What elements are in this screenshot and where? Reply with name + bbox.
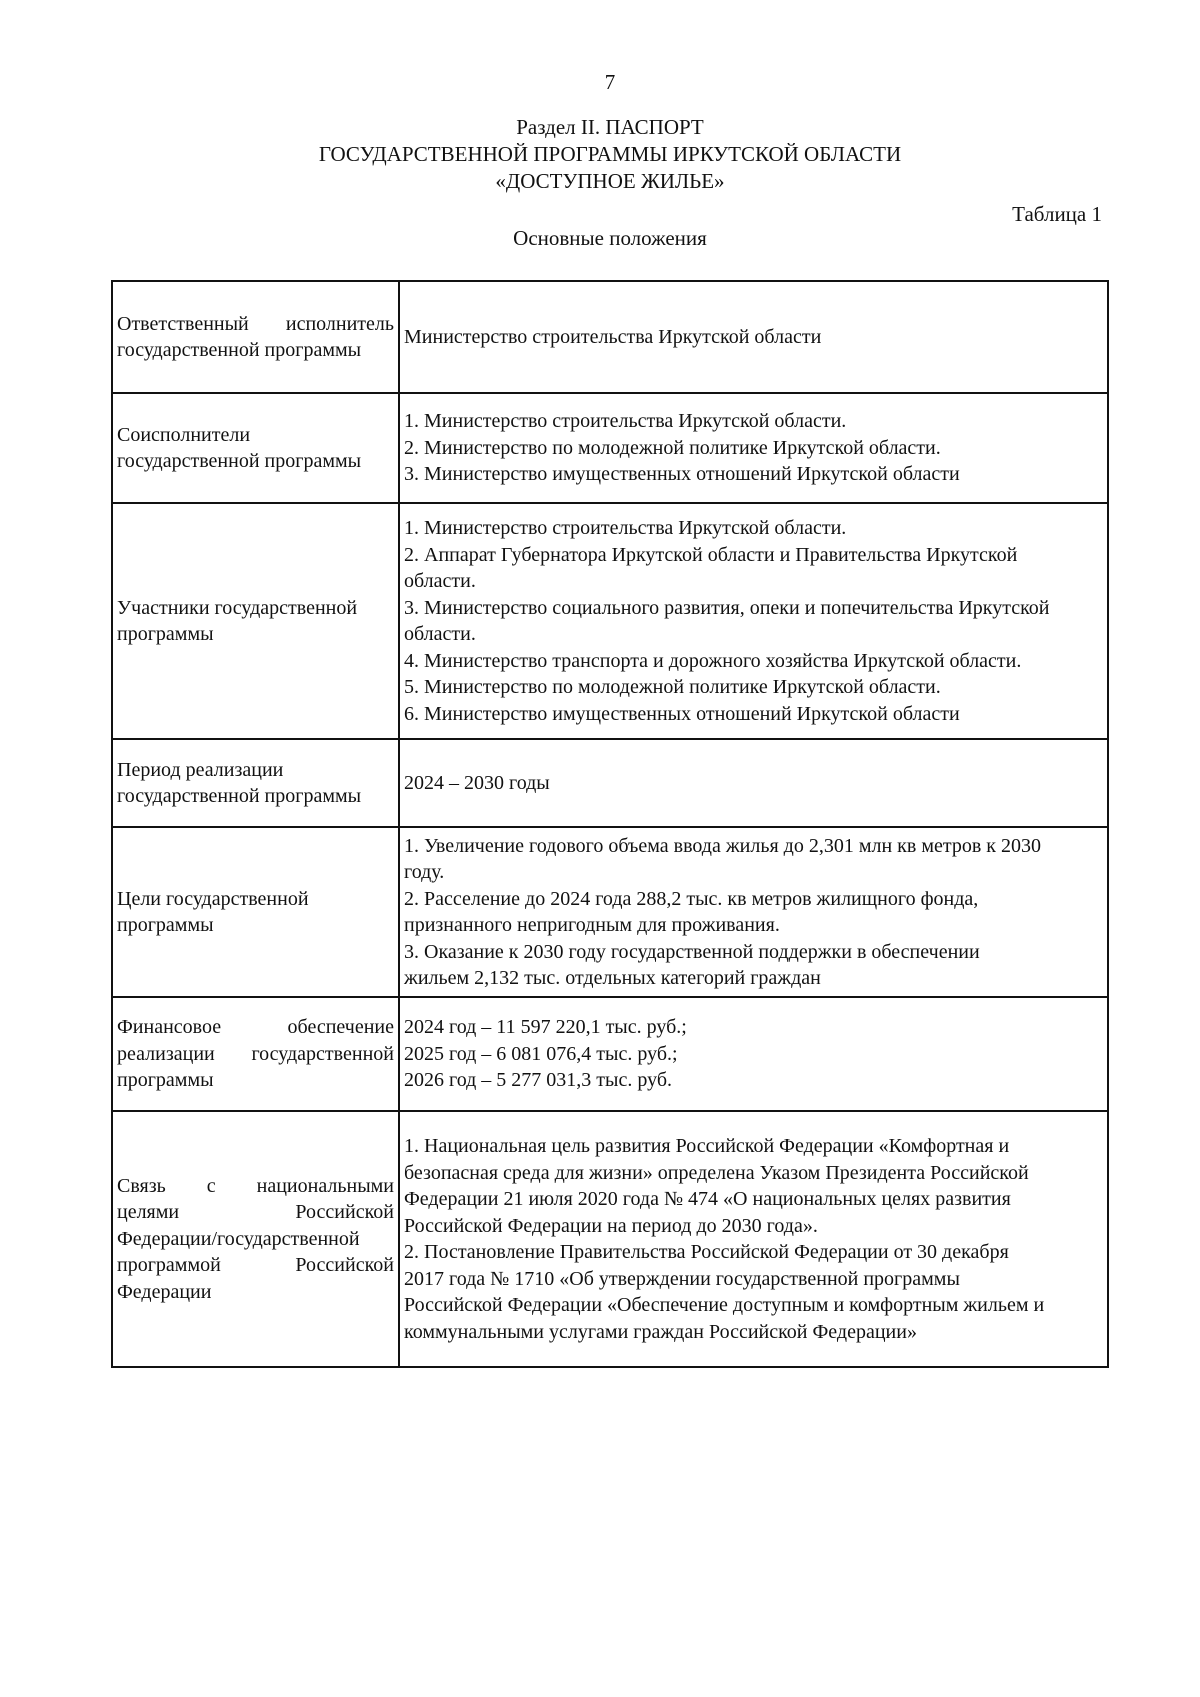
value-line: 2017 года № 1710 «Об утверждении государственной программы xyxy=(404,1267,960,1290)
value-line: Министерство строительства Иркутской области xyxy=(404,325,822,348)
label-line: целями Российской xyxy=(117,1201,394,1224)
value-cell xyxy=(399,827,1108,997)
value-line: 1. Министерство строительства Иркутской области. xyxy=(404,517,847,539)
label-cell xyxy=(112,393,399,503)
label-line: Соисполнители xyxy=(117,423,251,446)
label-line: Участники государственной xyxy=(117,596,358,619)
value-line: 1. Национальная цель развития Российской Федерации «Комфортная и xyxy=(404,1135,1010,1157)
table-row-financing xyxy=(112,997,1108,1111)
value-line: жильем 2,132 тыс. отдельных категорий граждан xyxy=(404,967,821,989)
label-line: Федерации/государственной xyxy=(117,1227,360,1250)
section-heading xyxy=(0,114,1200,195)
heading-line-1: Раздел II. ПАСПОРТ xyxy=(516,115,704,139)
value-line: 1. Министерство строительства Иркутской области. xyxy=(404,410,847,433)
label-cell xyxy=(112,1111,399,1367)
value-line: области. xyxy=(404,570,476,592)
label-line: Финансовое обеспечение xyxy=(117,1016,394,1039)
label-line: программы xyxy=(117,1069,214,1092)
table-row-implementation-period xyxy=(112,739,1108,827)
value-cell xyxy=(399,739,1108,827)
value-line: области. xyxy=(404,623,476,645)
heading-line-3: «ДОСТУПНОЕ ЖИЛЬЕ» xyxy=(495,169,725,193)
table-row-national-goals-link xyxy=(112,1111,1108,1367)
value-line: коммунальными услугами граждан Российской Федерации» xyxy=(404,1320,917,1343)
value-line: году. xyxy=(404,861,445,883)
value-line: 3. Оказание к 2030 году государственной поддержки в обеспечении xyxy=(404,940,980,963)
table-subheading: Основные положения xyxy=(513,226,707,250)
label-line: Период реализации xyxy=(117,758,284,781)
table-row-co-executors xyxy=(112,393,1108,503)
value-line: безопасная среда для жизни» определена Указом Президента Российской xyxy=(404,1161,1029,1184)
value-line: Российской Федерации на период до 2030 года». xyxy=(404,1214,818,1237)
value-line: 3. Министерство социального развития, опеки и попечительства Иркутской xyxy=(404,596,1050,619)
value-line: 4. Министерство транспорта и дорожного хозяйства Иркутской области. xyxy=(404,649,1022,672)
label-cell xyxy=(112,503,399,739)
label-cell xyxy=(112,827,399,997)
value-line: 3. Министерство имущественных отношений Иркутской области xyxy=(404,463,960,486)
table-number: Таблица 1 xyxy=(1012,202,1102,226)
value-line: 2. Аппарат Губернатора Иркутской области и Правительства Иркутской xyxy=(404,543,1018,566)
heading-line-2: ГОСУДАРСТВЕННОЙ ПРОГРАММЫ ИРКУТСКОЙ ОБЛАСТИ xyxy=(318,142,902,166)
label-line: Ответственный исполнитель xyxy=(117,312,394,335)
value-line: признанного непригодным для проживания. xyxy=(404,914,780,936)
label-line: Цели государственной xyxy=(117,887,309,910)
table-row-goals xyxy=(112,827,1108,997)
label-cell xyxy=(112,281,399,393)
value-line: 6. Министерство имущественных отношений Иркутской области xyxy=(404,702,960,725)
value-line: Федерации 21 июля 2020 года № 474 «О национальных целях развития xyxy=(404,1188,1011,1210)
label-cell xyxy=(112,997,399,1111)
table-row-responsible-executor xyxy=(112,281,1108,393)
label-line: реализации государственной xyxy=(117,1042,394,1065)
label-line: государственной программы xyxy=(117,785,362,807)
label-line: программы xyxy=(117,914,214,936)
value-line: 2024 год – 11 597 220,1 тыс. руб.; xyxy=(404,1016,687,1039)
value-line: 1. Увеличение годового объема ввода жилья до 2,301 млн кв метров к 2030 xyxy=(404,834,1042,857)
value-line: 2. Министерство по молодежной политике Иркутской области. xyxy=(404,436,941,459)
value-cell xyxy=(399,393,1108,503)
value-line: 2024 – 2030 годы xyxy=(404,771,550,794)
value-line: 2. Постановление Правительства Российской Федерации от 30 декабря xyxy=(404,1241,1009,1263)
value-cell xyxy=(399,503,1108,739)
value-cell xyxy=(399,1111,1108,1367)
value-line: 2026 год – 5 277 031,3 тыс. руб. xyxy=(404,1069,673,1092)
label-line: Федерации xyxy=(117,1280,212,1303)
label-line: государственной программы xyxy=(117,339,362,361)
value-line: 2025 год – 6 081 076,4 тыс. руб.; xyxy=(404,1042,678,1065)
label-line: Связь с национальными xyxy=(117,1174,394,1197)
label-cell xyxy=(112,739,399,827)
value-line: 5. Министерство по молодежной политике Иркутской области. xyxy=(404,676,941,698)
label-line: программой Российской xyxy=(117,1254,394,1277)
value-line: 2. Расселение до 2024 года 288,2 тыс. кв метров жилищного фонда, xyxy=(404,887,979,910)
table-row-participants xyxy=(112,503,1108,739)
passport-table xyxy=(111,280,1109,1368)
value-cell xyxy=(399,997,1108,1111)
value-line: Российской Федерации «Обеспечение доступным и комфортным жильем и xyxy=(404,1294,1045,1316)
page-number: 7 xyxy=(604,70,616,94)
label-line: программы xyxy=(117,623,214,645)
value-cell xyxy=(399,281,1108,393)
label-line: государственной программы xyxy=(117,450,362,472)
